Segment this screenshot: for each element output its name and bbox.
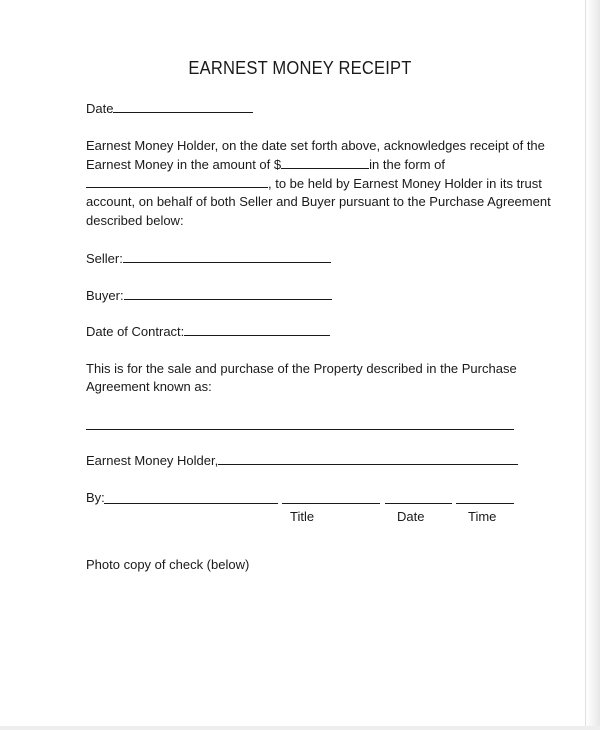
- paragraph1-line2: [86, 156, 445, 174]
- document-title: EARNEST MONEY RECEIPT: [188, 58, 412, 78]
- date-column-label: Date: [397, 509, 425, 524]
- by-label: By:: [86, 490, 105, 505]
- holder-label: Earnest Money Holder,: [86, 453, 219, 468]
- date-of-contract-label: Date of Contract:: [86, 324, 185, 339]
- payment-form-blank[interactable]: [86, 175, 268, 188]
- paragraph1-line4: account, on behalf of both Seller and Buyer pursuant to the Purchase Agreement: [86, 194, 551, 209]
- form-of-label: in the form of: [369, 157, 445, 172]
- paragraph1-line1: Earnest Money Holder, on the date set forth above, acknowledges receipt of the: [86, 138, 545, 153]
- date-of-contract-line: [86, 323, 330, 341]
- holder-blank[interactable]: [218, 452, 518, 465]
- buyer-blank[interactable]: [124, 287, 332, 300]
- seller-line: [86, 250, 331, 268]
- amount-label: Earnest Money in the amount of $: [86, 157, 282, 172]
- property-description-blank[interactable]: [86, 429, 514, 430]
- date-blank[interactable]: [113, 100, 253, 113]
- holder-line: [86, 452, 518, 470]
- date-signed-blank[interactable]: [385, 503, 452, 504]
- photo-copy-note: Photo copy of check (below): [86, 557, 250, 572]
- seller-label: Seller:: [86, 251, 123, 266]
- title-column-label: Title: [290, 509, 315, 524]
- date-label: Date: [86, 101, 114, 116]
- time-column-label: Time: [468, 509, 497, 524]
- paragraph2-line2: Agreement known as:: [86, 379, 212, 394]
- amount-blank[interactable]: [281, 156, 369, 169]
- paragraph2-line1: This is for the sale and purchase of the Property described in the Purchase: [86, 361, 517, 376]
- signature-blank[interactable]: [104, 503, 278, 504]
- date-of-contract-blank[interactable]: [184, 323, 330, 336]
- title-blank[interactable]: [282, 503, 380, 504]
- buyer-label: Buyer:: [86, 288, 124, 303]
- trust-text: , to be held by Earnest Money Holder in its trust: [268, 176, 542, 191]
- paragraph1-line3: [86, 175, 542, 193]
- time-blank[interactable]: [456, 503, 514, 504]
- buyer-line: [86, 287, 332, 305]
- date-line: [86, 100, 253, 118]
- seller-blank[interactable]: [123, 250, 331, 263]
- paragraph1-line5: described below:: [86, 213, 184, 228]
